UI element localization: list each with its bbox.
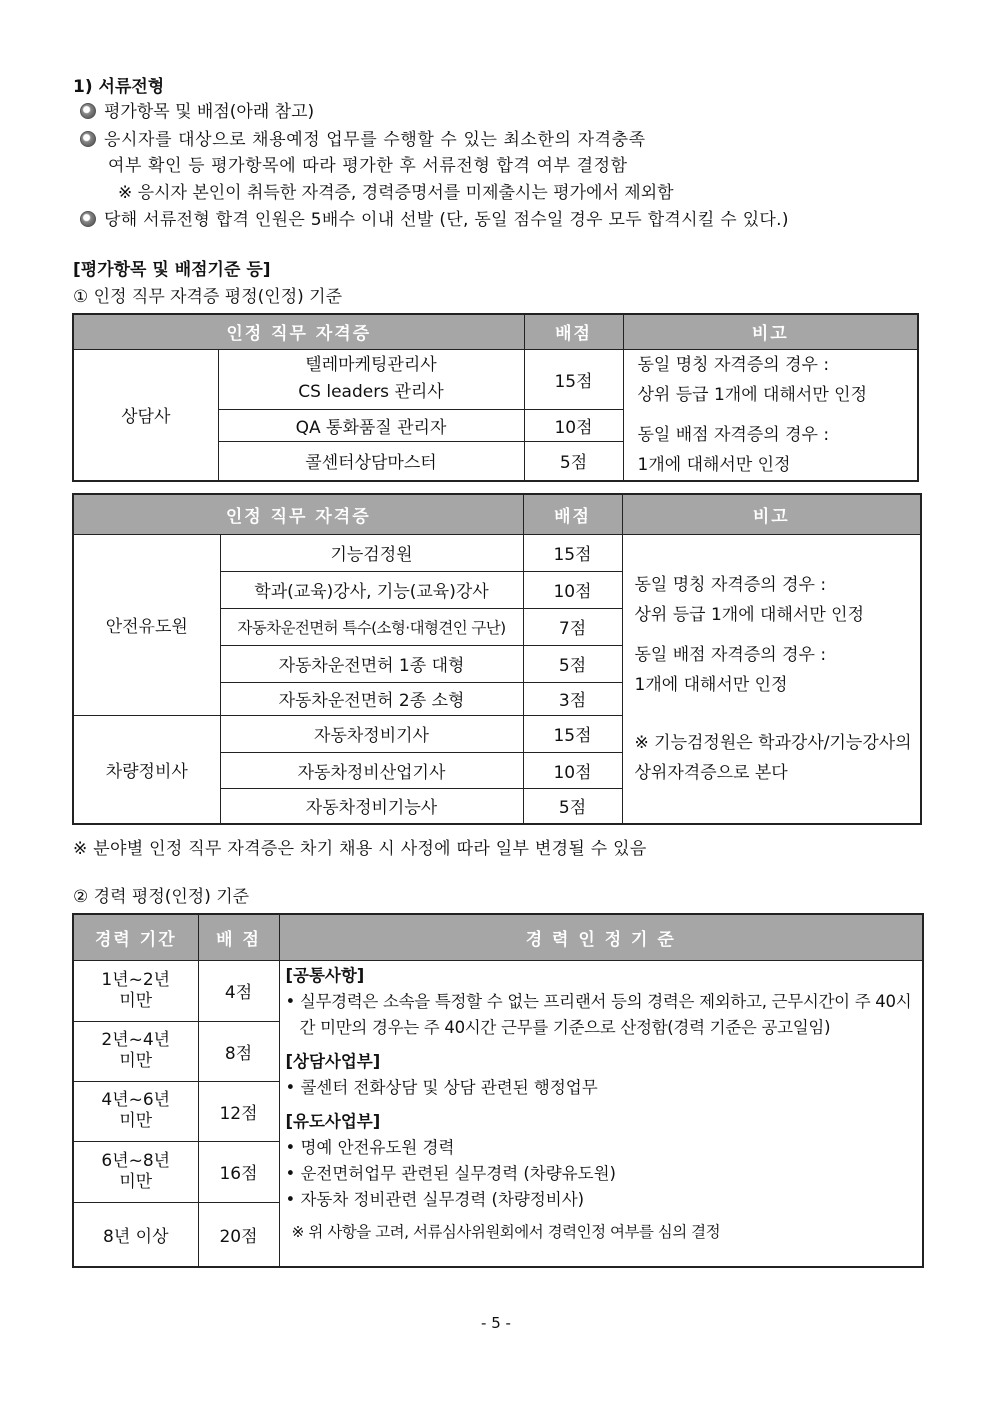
score-cell: 10점 (523, 571, 622, 608)
period-cell: 6년~8년 미만 (73, 1141, 198, 1202)
circle-bullet-icon (80, 211, 96, 227)
score-cell: 16점 (198, 1141, 279, 1202)
bullet-item: 평가항목 및 배점(아래 참고) (80, 97, 314, 122)
cert-cell: 콜센터상담마스터 (218, 441, 524, 480)
period-cell: 1년~2년 미만 (73, 960, 198, 1021)
note-cell: 동일 명칭 자격증의 경우 : 상위 등급 1개에 대해서만 인정 동일 배점 자격증의 경우 : 1개에 대해서만 인정 ※ 기능검정원은 학과강사/기능강사의 상위자격증으로 본다 (622, 534, 921, 824)
period-cell: 4년~6년 미만 (73, 1081, 198, 1141)
cert-table-counselor (72, 313, 919, 482)
cert-cell: 자동차운전면허 특수(소형·대형견인 구난) (220, 608, 523, 645)
bullet-continuation: 여부 확인 등 평가항목에 따라 평가한 후 서류전형 합격 여부 결정함 (108, 156, 628, 176)
sub-heading-2: ② 경력 평정(인정) 기준 (73, 887, 250, 907)
header-cert: 인정 직무 자격증 (73, 314, 524, 349)
header-score: 배점 (524, 314, 623, 349)
cert-cell: 자동차운전면허 1종 대형 (220, 645, 523, 682)
score-cell: 5점 (524, 441, 623, 480)
score-cell: 10점 (523, 752, 622, 788)
cert-cell: 자동차정비기사 (220, 715, 523, 752)
circle-bullet-icon (80, 131, 96, 147)
page-number: - 5 - (481, 1314, 511, 1332)
header-criteria: 경 력 인 정 기 준 (279, 914, 923, 960)
career-table (72, 913, 924, 1268)
category-cell: 차량정비사 (73, 715, 220, 824)
header-cert: 인정 직무 자격증 (73, 494, 523, 534)
category-cell: 상담사 (73, 349, 218, 481)
score-cell: 15점 (523, 534, 622, 571)
note-cell: 동일 명칭 자격증의 경우 : 상위 등급 1개에 대해서만 인정 동일 배점 자격증의 경우 : 1개에 대해서만 인정 (623, 349, 918, 481)
score-cell: 20점 (198, 1202, 279, 1267)
header-score: 배점 (523, 494, 622, 534)
cert-cell: 기능검정원 (220, 534, 523, 571)
cert-cell: 자동차정비기능사 (220, 788, 523, 824)
criteria-heading: [평가항목 및 배점기준 등] (73, 260, 271, 280)
header-score: 배 점 (198, 914, 279, 960)
criteria-cell: [공통사항] • 실무경력은 소속을 특정할 수 없는 프리랜서 등의 경력은 제외하고, 근무시간이 주 40시간 미만의 경우는 주 40시간 근무를 기준으로 산정함(경력 기준은 공고일임) [상담사업부] • 콜센터 전화상담 및 상담 관련된 행정업무 [유도사업부] • 명예 안전유도원 경력 • 운전면허업무 관련된 실무경력 (차량유도원) • 자동차 정비관련 실무경력 (차량정비사) ※ 위 사항을 고려, 서류심사위원회에서 경력인정 여부를 심의 결정 (279, 960, 923, 1267)
cert-cell: 자동차정비산업기사 (220, 752, 523, 788)
cert-cell: 학과(교육)강사, 기능(교육)강사 (220, 571, 523, 608)
score-cell: 5점 (523, 788, 622, 824)
cert-cell: 자동차운전면허 2종 소형 (220, 682, 523, 715)
section-title: 1) 서류전형 (73, 77, 165, 97)
cert-cell: 텔레마케팅관리사 CS leaders 관리사 (218, 349, 524, 410)
score-cell: 5점 (523, 645, 622, 682)
score-cell: 15점 (524, 349, 623, 410)
score-cell: 4점 (198, 960, 279, 1021)
bullet-item: 당해 서류전형 합격 인원은 5배수 이내 선발 (단, 동일 점수일 경우 모두 합격시킬 수 있다.) (80, 205, 789, 230)
cert-cell: QA 통화품질 관리자 (218, 410, 524, 442)
sub-heading-1: ① 인정 직무 자격증 평정(인정) 기준 (73, 287, 343, 307)
category-cell: 안전유도원 (73, 534, 220, 715)
header-note: 비고 (623, 314, 918, 349)
period-cell: 8년 이상 (73, 1202, 198, 1267)
score-cell: 7점 (523, 608, 622, 645)
period-cell: 2년~4년 미만 (73, 1021, 198, 1081)
score-cell: 12점 (198, 1081, 279, 1141)
field-change-note: ※ 분야별 인정 직무 자격증은 차기 채용 시 사정에 따라 일부 변경될 수 있음 (73, 839, 647, 859)
score-cell: 3점 (523, 682, 622, 715)
circle-bullet-icon (80, 103, 96, 119)
header-period: 경력 기간 (73, 914, 198, 960)
bullet-item: 응시자를 대상으로 채용예정 업무를 수행할 수 있는 최소한의 자격충족 (80, 125, 646, 150)
header-note: 비고 (622, 494, 921, 534)
score-cell: 8점 (198, 1021, 279, 1081)
score-cell: 10점 (524, 410, 623, 442)
cert-table-guide-mechanic (72, 493, 922, 825)
exclusion-note: ※ 응시자 본인이 취득한 자격증, 경력증명서를 미제출시는 평가에서 제외함 (118, 183, 674, 203)
score-cell: 15점 (523, 715, 622, 752)
